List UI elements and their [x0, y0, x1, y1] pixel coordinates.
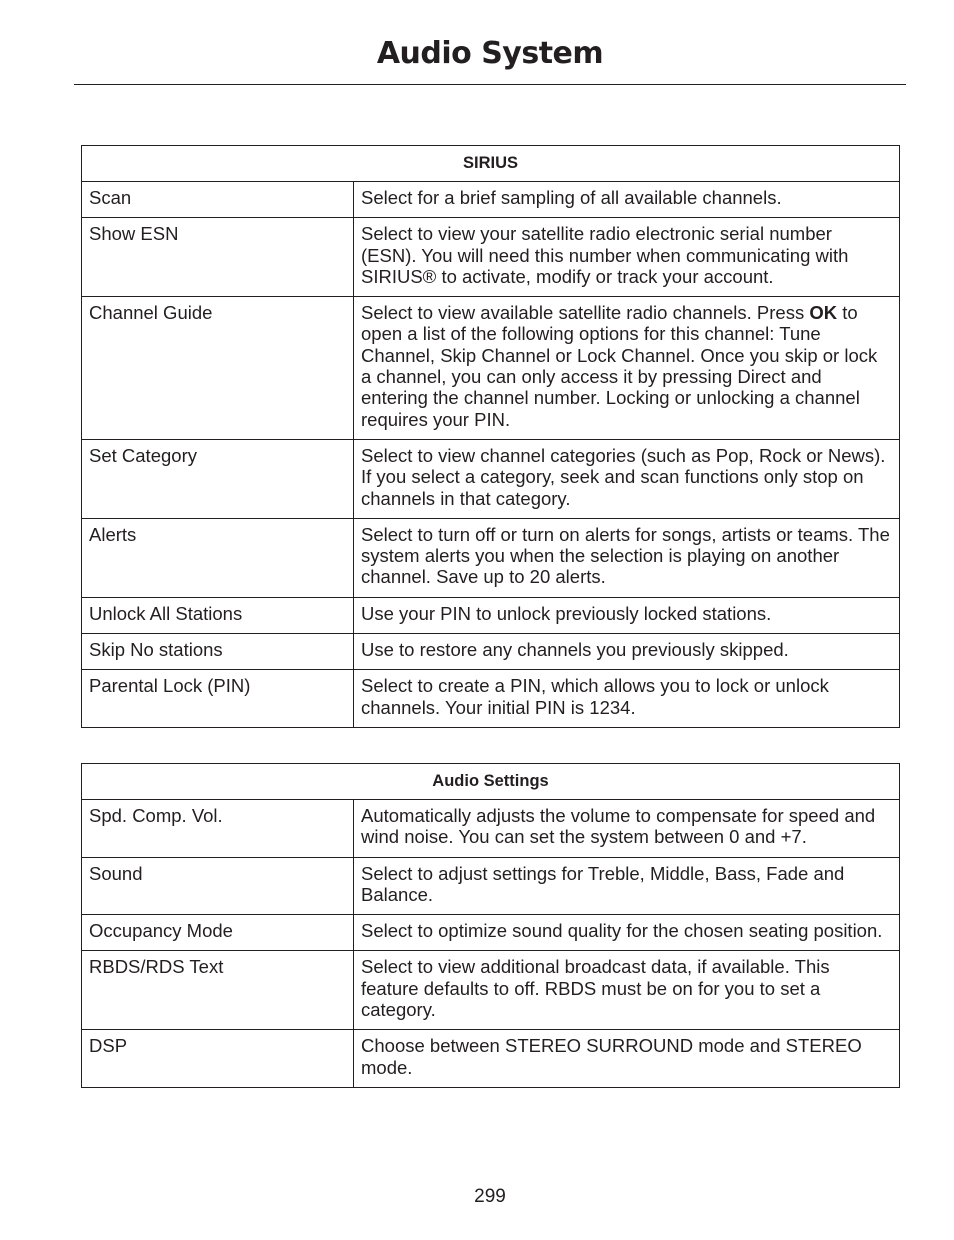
table-row — [82, 800, 900, 858]
table-row — [82, 518, 900, 597]
setting-label: Scan — [82, 182, 354, 218]
table-row — [82, 218, 900, 297]
setting-label: Skip No stations — [82, 634, 354, 670]
setting-label: Show ESN — [82, 218, 354, 297]
table-header-row — [82, 146, 900, 182]
setting-description: Select to create a PIN, which allows you to lock or unlock channels. Your initial PIN is 1234. — [354, 670, 900, 728]
setting-label: RBDS/RDS Text — [82, 951, 354, 1030]
ok-button-reference: OK — [809, 302, 838, 324]
setting-label: Spd. Comp. Vol. — [82, 800, 354, 858]
page-number: 299 — [474, 1186, 506, 1207]
setting-description: Select to turn off or turn on alerts for songs, artists or teams. The system alerts you when the selection is playing on another channel. Save up to 20 alerts. — [354, 518, 900, 597]
setting-description: Use to restore any channels you previously skipped. — [354, 634, 900, 670]
setting-label: Unlock All Stations — [82, 597, 354, 633]
setting-description: Choose between STEREO SURROUND mode and STEREO mode. — [354, 1030, 900, 1088]
table-header-row — [82, 764, 900, 800]
setting-label: Occupancy Mode — [82, 915, 354, 951]
table-row — [82, 634, 900, 670]
table-row — [82, 439, 900, 518]
setting-description: Select to view your satellite radio electronic serial number (ESN). You will need this number when communicating with SIRIUS® to activate, modify or track your account. — [354, 218, 900, 297]
sirius-table — [81, 145, 900, 728]
setting-description: Select to adjust settings for Treble, Middle, Bass, Fade and Balance. — [354, 857, 900, 915]
audio-settings-table — [81, 763, 900, 1088]
setting-label: Set Category — [82, 439, 354, 518]
setting-description: Use your PIN to unlock previously locked stations. — [354, 597, 900, 633]
setting-label: Sound — [82, 857, 354, 915]
setting-description: Select to view additional broadcast data, if available. This feature defaults to off. RBDS must be on for you to set a category. — [354, 951, 900, 1030]
setting-label: Alerts — [82, 518, 354, 597]
table-row — [82, 1030, 900, 1088]
description-text: Select to view available satellite radio channels. Press — [361, 302, 810, 324]
setting-label: Channel Guide — [82, 297, 354, 440]
table-row — [82, 597, 900, 633]
audio-settings-table-title: Audio Settings — [82, 764, 900, 800]
page-title: Audio System — [376, 36, 604, 71]
description-text: to open a list of the following options for this channel: Tune Channel, Skip Channel or Lock Channel. Once you skip or lock a channel, you can only access it by pressing Direct and entering the channel number. Locking or unlocking a channel requires your PIN. — [361, 302, 878, 430]
setting-description: Select for a brief sampling of all available channels. — [354, 182, 900, 218]
sirius-table-title: SIRIUS — [82, 146, 900, 182]
setting-description: Select to view channel categories (such as Pop, Rock or News). If you select a category, seek and scan functions only stop on channels in that category. — [354, 439, 900, 518]
table-row — [82, 297, 900, 440]
page-header — [74, 28, 906, 85]
setting-description — [354, 297, 900, 440]
setting-description: Select to optimize sound quality for the chosen seating position. — [354, 915, 900, 951]
table-row — [82, 182, 900, 218]
table-row — [82, 951, 900, 1030]
setting-label: Parental Lock (PIN) — [82, 670, 354, 728]
table-row — [82, 915, 900, 951]
setting-description: Automatically adjusts the volume to compensate for speed and wind noise. You can set the system between 0 and +7. — [354, 800, 900, 858]
table-row — [82, 857, 900, 915]
setting-label: DSP — [82, 1030, 354, 1088]
table-row — [82, 670, 900, 728]
